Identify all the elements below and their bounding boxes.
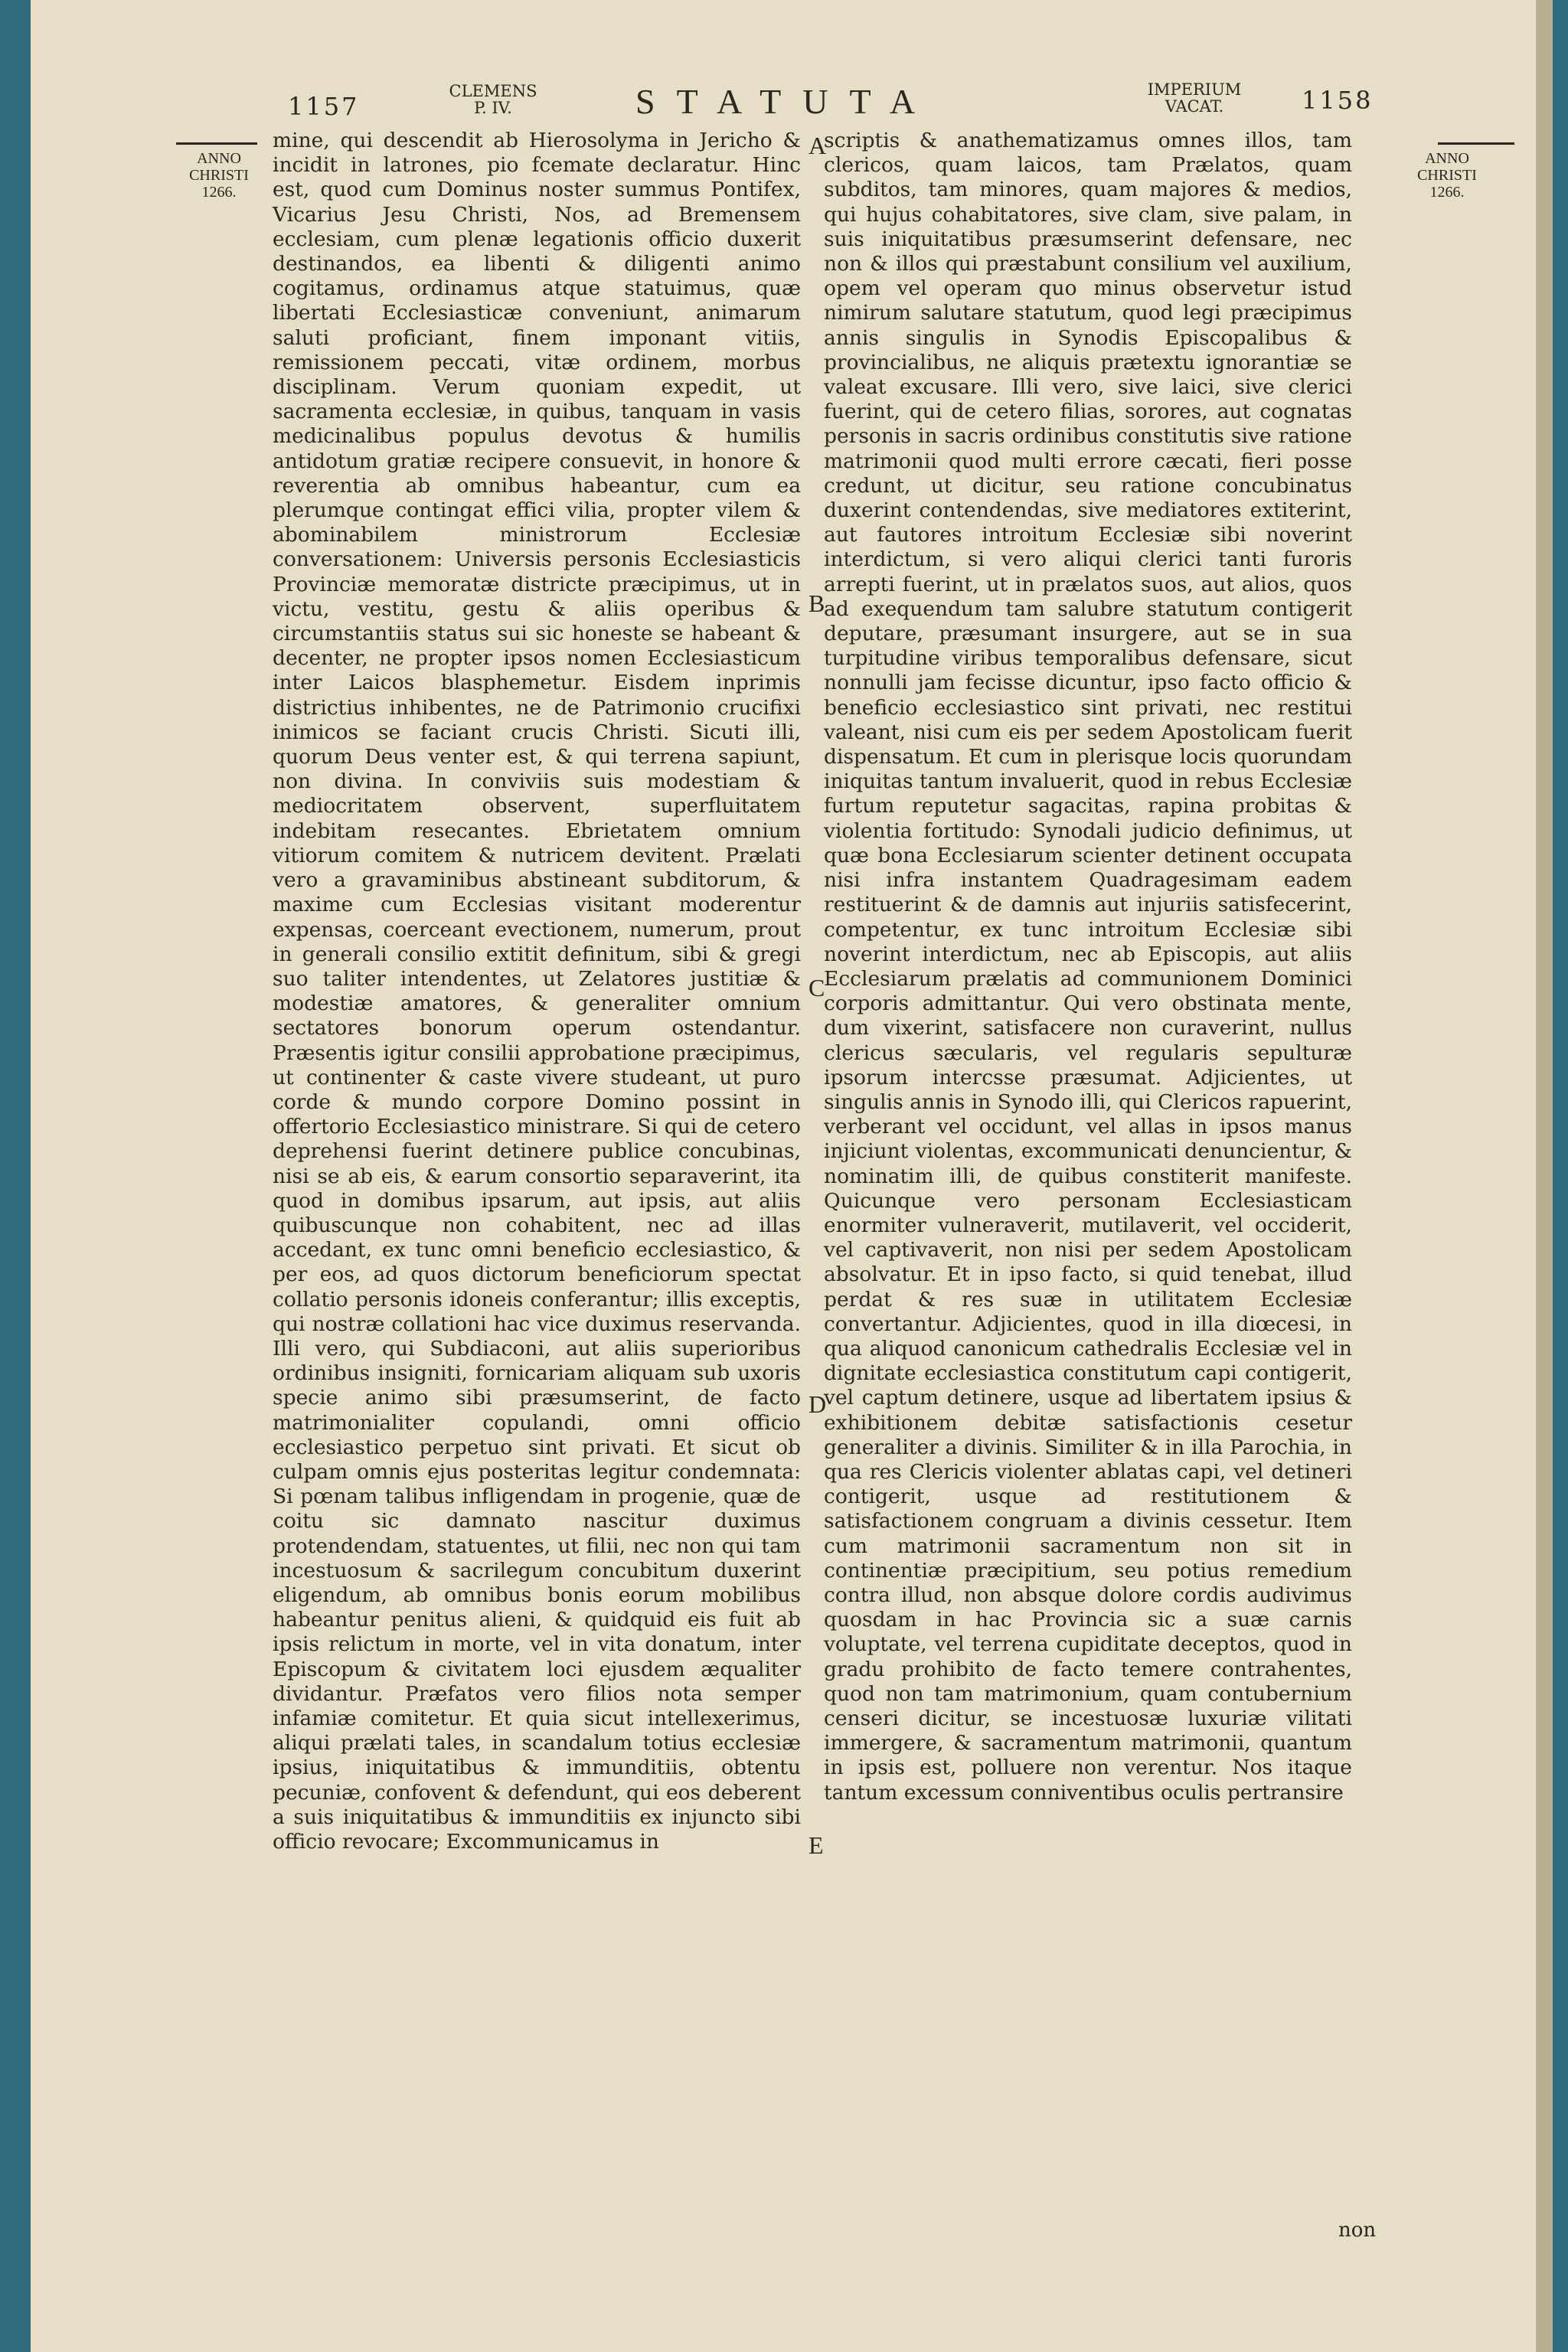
margin-left-year: 1266. — [201, 184, 237, 201]
text-column-right — [824, 129, 1352, 1805]
rule-right — [1438, 142, 1514, 145]
page-number-left: 1157 — [288, 92, 360, 121]
margin-year-right — [1401, 150, 1493, 201]
margin-left-christi: CHRISTI — [189, 167, 249, 184]
margin-right-christi: CHRISTI — [1417, 167, 1477, 184]
running-head-right — [1118, 81, 1271, 127]
section-letter-b: B — [808, 590, 825, 617]
section-letter-a: A — [808, 132, 827, 159]
page-edge — [1536, 0, 1553, 2352]
right-column-text: scriptis & anathematizamus omnes illos, tam clericos, quam laicos, tam Prælatos, quam subditos, tam minores, quam majores & medios, qui hujus cohabitatores, sive clam, sive palam, in suis iniquitatibus præsumserint defensare, nec non & illos qui præstabunt consilium vel auxilium, opem vel operam quo minus observetur istud nimirum salutare statutum, quod legi præcipimus annis singulis in Synodis Episcopalibus & provincialibus, ne aliquis prætextu ignorantiæ se valeat excusare. Illi vero, sive laici, sive clerici fuerint, qui de cetero filias, sorores, aut cognatas personis in sacris ordinibus constitutis sive ratione matrimonii quod multi errore cæcati, fieri posse credunt, ut dicitur, seu ratione concubinatus duxerint contendendas, sive mediatores extiterint, aut fautores introitum Ecclesiæ sibi noverint interdictum, si vero aliqui clerici tanti furoris arrepti fuerint, ut in prælatos suos, aut alios, quos ad exequendum tam salubre statutum contigerit deputare, præsumant insurgere, aut se in sua turpitudine viribus temporalibus defensare, sicut nonnulli jam fecisse dicuntur, ipso facto officio & beneficio ecclesiastico sint privati, nec restitui valeant, nisi cum eis per sedem Apostolicam fuerit dispensatum. Et cum in plerisque locis quorundam iniquitas tantum invaluerit, quod in rebus Ecclesiæ furtum reputetur sagacitas, rapina probitas & violentia fortitudo: Synodali judicio definimus, ut quæ bona Ecclesiarum scienter detinent occupata nisi infra instantem Quadragesimam eadem restituerint & de damnis aut injuriis satisfecerint, competentur, ex tunc introitum Ecclesiæ sibi noverint interdictum, nec ab Episcopis, aut aliis Ecclesiarum prælatis ad communionem Dominici corporis admittantur. Qui vero obstinata mente, dum vixerint, satisfacere non curaverint, nullus clericus sæcularis, vel regularis sepulturæ ipsorum intercsse præsumat. Adjicientes, ut singulis annis in Synodo illi, qui Clericos rapuerint, verberant vel occidunt, vel allas in ipsos manus injiciunt violentas, excommunicati denuncientur, & nominatim illi, de quibus constiterit manifeste. Quicunque vero personam Ecclesiasticam enormiter vulneraverit, mutilaverit, vel occiderit, vel captivaverit, non nisi per sedem Apostolicam absolvatur. Et in ipso facto, si quid tenebat, illud perdat & res suæ in utilitatem Ecclesiæ convertantur. Adjicientes, quod in illa diœcesi, in qua aliquod canonicum cathedralis Ecclesiæ vel in dignitate ecclesiastica constitutum capi contigerit, vel captum detinere, usque ad libertatem ipsius & exhibitionem debitæ satisfactionis cesetur generaliter a divinis. Similiter & in illa Parochia, in qua res Clericis violenter ablatas capi, vel detineri contigerit, usque ad restitutionem & satisfactionem congruam a divinis cessetur. Item cum matrimonii sacramentum non sit in continentiæ præcipitium, seu potius remedium contra illud, non absque dolore cordis audivimus quosdam in hac Provincia sic a suæ carnis voluptate, vel terrena cupiditate deceptos, quod in gradu prohibito de facto temere contrahentes, quod non tam matrimonium, quam contubernium censeri dicitur, se incestuosæ luxuriæ vilitati immergere, & sacramentum matrimonii, quantum in ipsis est, polluere non verentur. Nos itaque tantum excessum conniventibus oculis pertransire — [824, 129, 1352, 1805]
running-head-title: STATUTA — [635, 82, 937, 121]
left-column-text: mine, qui descendit ab Hierosolyma in Jericho & incidit in latrones, pio fcemate declaratur. Hinc est, quod cum Dominus noster summus Pontifex, Vicarius Jesu Christi, Nos, ad Bremensem ecclesiam, cum plenæ legationis officio duxerit destinandos, ea libenti & diligenti animo cogitamus, ordinamus atque statuimus, quæ libertati Ecclesiasticæ conveniunt, animarum saluti proficiant, finem imponant vitiis, remissionem peccati, vitæ ordinem, morbus disciplinam. Verum quoniam expedit, ut sacramenta ecclesiæ, in quibus, tanquam in vasis medicinalibus populus devotus & humilis antidotum gratiæ recipere consuevit, in honore & reverentia ab omnibus habeantur, cum ea plerumque contingat effici vilia, propter vilem & abominabilem ministrorum Ecclesiæ conversationem: Universis personis Ecclesiasticis Provinciæ memoratæ districte præcipimus, ut in victu, vestitu, gestu & aliis operibus & circumstantiis status sui sic honeste se habeant & decenter, ne propter ipsos nomen Ecclesiasticum inter Laicos blasphemetur. Eisdem inprimis districtius inhibentes, ne de Patrimonio crucifixi inimicos se faciant crucis Christi. Sicuti illi, quorum Deus venter est, & qui terrena sapiunt, non divina. In conviviis suis modestiam & mediocritatem observent, superfluitatem indebitam resecantes. Ebrietatem omnium vitiorum comitem & nutricem devitent. Prælati vero a gravaminibus abstineant subditorum, & maxime cum Ecclesias visitant moderentur expensas, coerceant evectionem, numerum, prout in generali consilio extitit definitum, sibi & gregi suo taliter intendentes, ut Zelatores justitiæ & modestiæ amatores, & generaliter omnium sectatores bonorum operum ostendantur. Præsentis igitur consilii approbatione præcipimus, ut continenter & caste vivere studeant, ut puro corde & mundo corpore Domino possint in offertorio Ecclesiastico ministrare. Si qui de cetero deprehensi fuerint detinere publice concubinas, nisi se ab eis, & earum consortio separaverint, ita quod in domibus ipsarum, aut ipsis, aut aliis quibuscunque non cohabitent, nec ad illas accedant, ex tunc omni beneficio ecclesiastico, & per eos, ad quos dictorum beneficiorum spectat collatio personis idoneis conferantur; illis exceptis, qui nostræ collationi hac vice duximus reservanda. Illi vero, qui Subdiaconi, aut aliis superioribus ordinibus insigniti, fornicariam aliquam sub uxoris specie animo sibi præsumserint, de facto matrimonialiter copulandi, omni officio ecclesiastico perpetuo sint privati. Et sicut ob culpam omnis ejus posteritas legitur condemnata: Si pœnam talibus infligendam in progenie, quæ de coitu sic damnato nascitur duximus protendendam, statuentes, ut filii, nec non qui tam incestuosum & sacrilegum concubitum duxerint eligendum, ab omnibus bonis eorum mobilibus habeantur penitus alieni, & quidquid eis fuit ab ipsis relictum in morte, vel in vita donatum, inter Episcopum & civitatem loci ejusdem æqualiter dividantur. Præfatos vero filios nota semper infamiæ comitetur. Et quia sicut intellexerimus, aliqui prælati tales, in scandalum totius ecclesiæ ipsius, iniquitatibus & immunditiis, obtentu pecuniæ, confovent & defendunt, qui eos deberent a suis iniquitatibus & immunditiis ex injuncto sibi officio revocare; Excommunicamus in — [273, 129, 801, 1854]
margin-year-left — [173, 150, 265, 201]
rule-left — [176, 142, 257, 145]
document-page — [31, 0, 1553, 2352]
running-head-left-line2: P. IV. — [474, 99, 512, 117]
section-letter-c: C — [808, 974, 825, 1001]
section-letter-e: E — [808, 1831, 824, 1859]
running-head-right-line2: VACAT. — [1165, 97, 1224, 116]
running-head-left — [416, 83, 570, 129]
margin-left-anno: ANNO — [197, 150, 241, 167]
catchword: non — [1338, 2219, 1377, 2242]
text-column-left — [273, 129, 801, 1854]
page-number-right: 1158 — [1302, 86, 1374, 115]
margin-right-year: 1266. — [1429, 184, 1465, 201]
running-head-right-line1: IMPERIUM — [1147, 80, 1242, 99]
margin-right-anno: ANNO — [1425, 150, 1469, 167]
section-letter-d: D — [808, 1390, 827, 1418]
running-head-left-line1: CLEMENS — [449, 82, 537, 100]
